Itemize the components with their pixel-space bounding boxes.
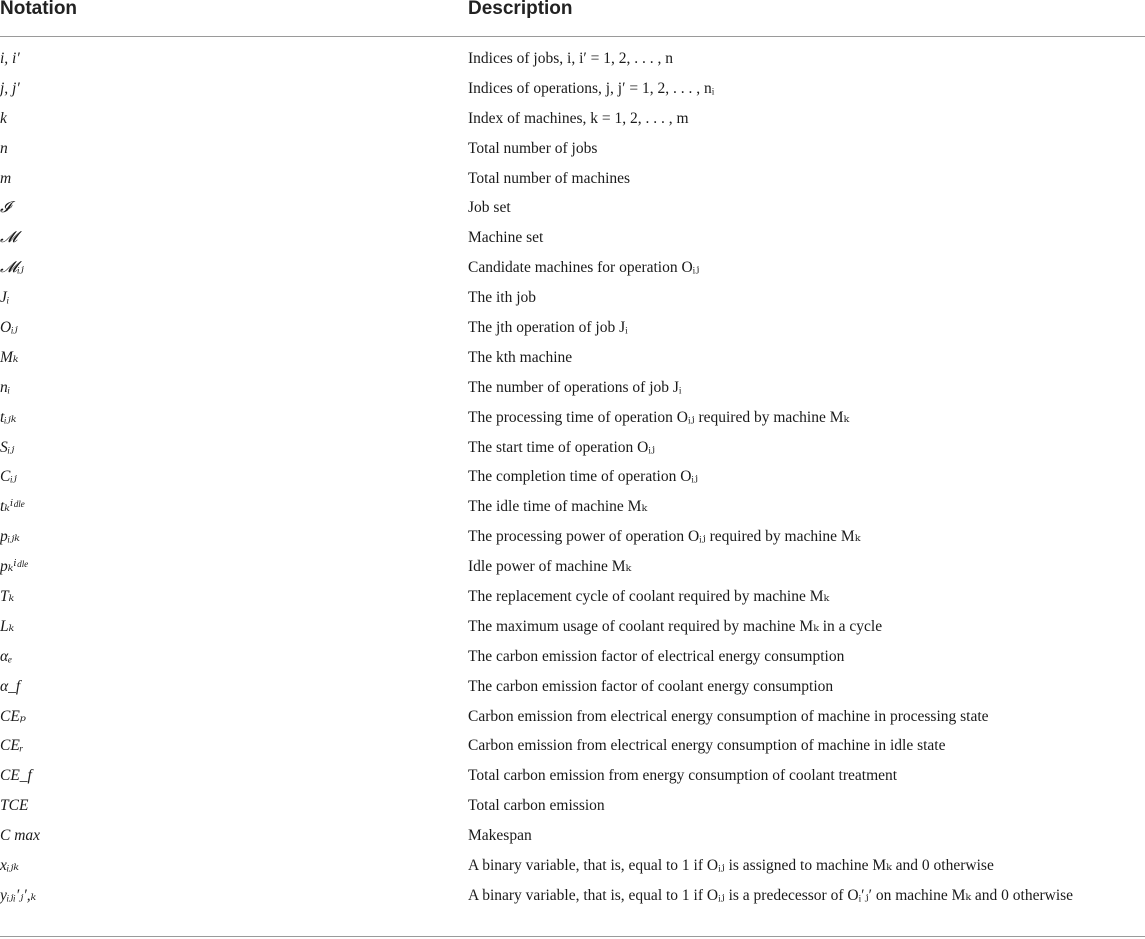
notation-cell: pᵢⱼₖ	[0, 528, 20, 546]
description-cell: Carbon emission from electrical energy consumption of machine in idle state	[468, 737, 946, 755]
description-cell: Indices of operations, j, j′ = 1, 2, . . . , nᵢ	[468, 79, 715, 97]
notation-cell: Mₖ	[0, 348, 19, 366]
description-cell: The kth machine	[468, 348, 573, 366]
description-cell: Job set	[468, 199, 511, 217]
notation-cell: 𝓜ᵢⱼ	[0, 259, 24, 277]
description-cell: Indices of jobs, i, i′ = 1, 2, . . . , n	[468, 50, 674, 67]
table-row	[0, 526, 1145, 556]
table-body	[0, 48, 1145, 915]
table-row	[0, 78, 1145, 108]
notation-cell: TCE	[0, 797, 29, 815]
table-row	[0, 317, 1145, 347]
table-row	[0, 616, 1145, 646]
notation-cell: CE_f	[0, 767, 32, 785]
notation-cell: Lₖ	[0, 617, 15, 635]
description-cell: Candidate machines for operation Oᵢⱼ	[468, 259, 700, 277]
notation-cell: i, i′	[0, 50, 20, 67]
bottom-rule	[0, 936, 1145, 937]
description-cell: Total number of jobs	[468, 139, 598, 157]
description-cell: Machine set	[468, 229, 544, 247]
description-cell: The maximum usage of coolant required by machine Mₖ in a cycle	[468, 617, 883, 635]
description-cell: Total carbon emission from energy consumption of coolant treatment	[468, 767, 898, 785]
description-cell: The start time of operation Oᵢⱼ	[468, 438, 655, 456]
table-row	[0, 795, 1145, 825]
notation-cell: j, j′	[0, 79, 20, 97]
description-cell: The idle time of machine Mₖ	[468, 498, 648, 516]
notation-cell: C max	[0, 827, 41, 845]
table-row	[0, 138, 1145, 168]
table-row	[0, 885, 1145, 915]
table-row	[0, 377, 1145, 407]
notation-cell: tₖⁱᵈˡᵉ	[0, 498, 25, 516]
table-row	[0, 347, 1145, 377]
header-description: Description	[468, 0, 573, 19]
description-cell: The number of operations of job Jᵢ	[468, 378, 682, 396]
description-cell: Idle power of machine Mₖ	[468, 558, 632, 576]
description-cell: Total carbon emission	[468, 797, 605, 815]
notation-cell: Oᵢⱼ	[0, 319, 18, 337]
table-row	[0, 227, 1145, 257]
notation-cell: 𝓜	[0, 229, 18, 247]
notation-cell: xᵢⱼₖ	[0, 857, 20, 875]
table-row	[0, 586, 1145, 616]
description-cell: Total number of machines	[468, 169, 631, 187]
notation-cell: nᵢ	[0, 378, 11, 396]
table-row	[0, 168, 1145, 198]
table-row	[0, 48, 1145, 78]
description-cell: Makespan	[468, 827, 532, 845]
description-cell: A binary variable, that is, equal to 1 if Oᵢⱼ is assigned to machine Mₖ and 0 otherwise	[468, 857, 994, 875]
table-row	[0, 556, 1145, 586]
table-row	[0, 765, 1145, 795]
notation-cell: Cᵢⱼ	[0, 468, 17, 486]
notation-cell: n	[0, 139, 8, 157]
table-row	[0, 437, 1145, 467]
table-row	[0, 855, 1145, 885]
description-cell: Carbon emission from electrical energy consumption of machine in processing state	[468, 707, 989, 725]
notation-cell: pₖⁱᵈˡᵉ	[0, 558, 28, 576]
table-row	[0, 735, 1145, 765]
notation-cell: k	[0, 109, 7, 127]
notation-cell: Jᵢ	[0, 289, 10, 307]
notation-cell: Tₖ	[0, 588, 15, 606]
notation-cell: yᵢⱼᵢ′ⱼ′,ₖ	[0, 886, 37, 904]
table-row	[0, 407, 1145, 437]
table-row	[0, 706, 1145, 736]
table-header	[0, 0, 1145, 37]
description-cell: The carbon emission factor of coolant energy consumption	[468, 677, 834, 695]
table-row	[0, 257, 1145, 287]
notation-cell: tᵢⱼₖ	[0, 408, 17, 426]
table-row	[0, 676, 1145, 706]
description-cell: The jth operation of job Jᵢ	[468, 319, 628, 337]
description-cell: The replacement cycle of coolant required by machine Mₖ	[468, 588, 830, 606]
notation-cell: CEₚ	[0, 707, 27, 725]
description-cell: A binary variable, that is, equal to 1 if Oᵢⱼ is a predecessor of Oᵢ′ⱼ′ on machine Mₖ and 0 otherwise	[468, 886, 1074, 904]
table-row	[0, 466, 1145, 496]
description-cell: The processing power of operation Oᵢⱼ required by machine Mₖ	[468, 528, 861, 546]
table-row	[0, 197, 1145, 227]
table-row	[0, 825, 1145, 855]
table-row	[0, 646, 1145, 676]
description-cell: The carbon emission factor of electrical energy consumption	[468, 647, 845, 665]
description-cell: Index of machines, k = 1, 2, . . . , m	[468, 109, 689, 127]
table-row	[0, 287, 1145, 317]
notation-cell: αₑ	[0, 647, 13, 665]
notation-cell: 𝓘	[0, 199, 11, 217]
table-row	[0, 108, 1145, 138]
header-notation: Notation	[0, 0, 78, 19]
notation-cell: α_f	[0, 677, 21, 695]
notation-cell: Sᵢⱼ	[0, 438, 15, 456]
table-row	[0, 496, 1145, 526]
notation-cell: CEᵣ	[0, 737, 24, 755]
notation-cell: m	[0, 169, 12, 187]
description-cell: The ith job	[468, 289, 537, 307]
description-cell: The completion time of operation Oᵢⱼ	[468, 468, 699, 486]
description-cell: The processing time of operation Oᵢⱼ required by machine Mₖ	[468, 408, 850, 426]
